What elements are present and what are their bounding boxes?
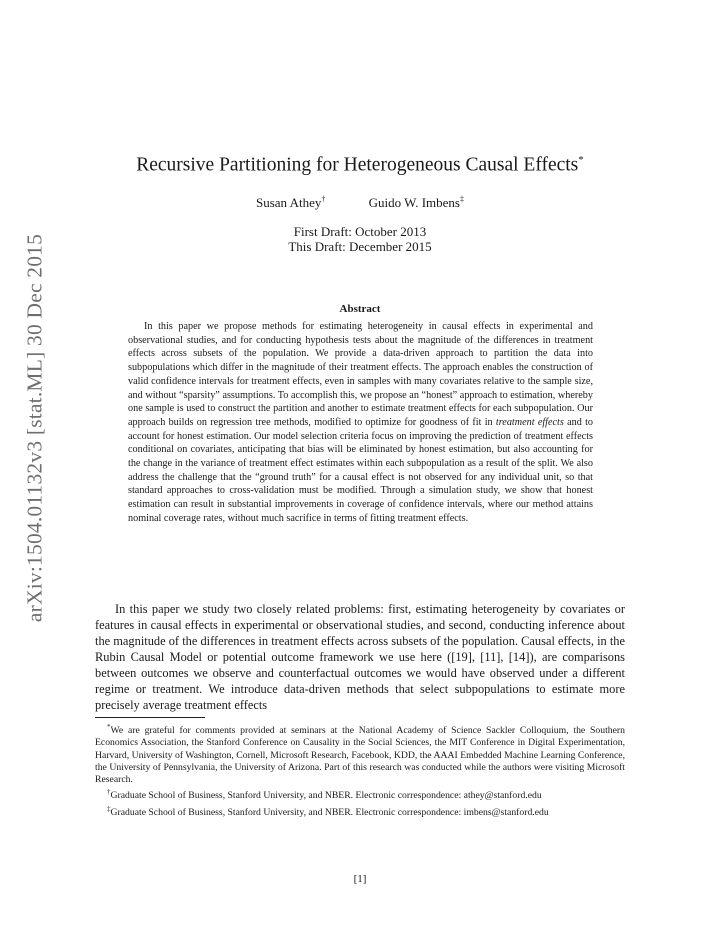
author-footnote-mark: ‡ <box>460 195 464 204</box>
abstract-text-part: In this paper we propose methods for estimating heterogeneity in causal effects in experimental and observational studies, and for conducting hypothesis tests about the magnitude of the differences in treatment effects across subsets of the population. We provide a data-driven approach to partition the data into subpopulations which differ in the magnitude of their treatment effects. The approach enables the construction of valid confidence intervals for treatment effects, even in samples with many covariates relative to the sample size, and without “sparsity” assumptions. To accomplish this, we propose an “honest” approach to estimation, whereby one sample is used to construct the partition and another to estimate treatment effects for each subpopulation. Our approach builds on regression tree methods, modified to optimize for goodness of fit in <box>128 321 593 428</box>
introduction-paragraph: In this paper we study two closely related problems: first, estimating heterogeneity by covariates or features in causal effects in experimental or observational studies, and second, conducting inference about the magnitude of the differences in treatment effects across subsets of the population. Causal effects, in the Rubin Causal Model or potential outcome framework we use here ([19], [11], [14]), are comparisons between outcomes we observe and counterfactual outcomes we would have observed under a different regime or treatment. We introduce data-driven methods that select subpopulations to estimate more precisely average treatment effects <box>95 602 625 712</box>
author-name: Susan Athey <box>256 195 322 211</box>
footnote-athey-affiliation <box>95 786 625 802</box>
footnote-mark: ‡ <box>107 804 111 813</box>
abstract-heading: Abstract <box>339 303 381 315</box>
author-athey <box>256 195 325 210</box>
footnotes <box>95 721 625 819</box>
arxiv-identifier-stamp: arXiv:1504.01132v3 [stat.ML] 30 Dec 2015 <box>22 233 47 623</box>
footnote-acknowledgements <box>95 721 625 786</box>
footnote-divider <box>95 717 205 718</box>
footnote-imbens-affiliation <box>95 803 625 819</box>
footnote-text: Graduate School of Business, Stanford University, and NBER. Electronic correspondence: athey@stanford.edu <box>110 790 542 802</box>
footnote-text: Graduate School of Business, Stanford University, and NBER. Electronic correspondence: imbens@stanford.edu <box>110 806 549 818</box>
paper-title <box>0 154 720 177</box>
abstract-emphasis: treatment effects <box>495 416 564 428</box>
footnote-mark: * <box>107 723 111 731</box>
title-footnote-mark: * <box>578 154 584 166</box>
paper-title-text: Recursive Partitioning for Heterogeneous Causal Effects <box>136 154 579 176</box>
author-name: Guido W. Imbens <box>368 195 460 211</box>
draft-dates <box>0 224 720 254</box>
footnote-mark: † <box>107 788 111 797</box>
author-footnote-mark: † <box>321 195 326 204</box>
abstract-text-part: and to account for honest estimation. Our model selection criteria focus on improving the prediction of treatment effects conditional on covariates, anticipating that bias will be eliminated by honest estimation, but also accounting for the change in the variance of treatment effect estimates within each subpopulation as a result of the split. We also address the challenge that the “ground truth” for a causal effect is not observed for any individual unit, so that standard approaches to cross-validation must be modified. Through a simulation study, we show that honest estimation can result in substantial improvements in coverage of confidence intervals, where our method attains nominal coverage rates, without much sacrifice in terms of fitting treatment effects. <box>128 416 593 524</box>
this-draft-date: This Draft: December 2015 <box>288 239 432 254</box>
footnote-text: We are grateful for comments provided at seminars at the National Academy of Science Sackler Colloquium, the Southern Economics Association, the Stanford Conference on Causality in the Social Sciences, the MIT Conference in Digital Experimentation, Harvard, University of Washington, Cornell, Microsoft Research, Facebook, KDD, the AAAI Embedded Machine Learning Conference, the University of Pennsylvania, the University of Arizona. Part of this research was conducted while the authors were visiting Microsoft Research. <box>95 725 625 786</box>
author-imbens <box>369 195 464 210</box>
page-number: [1] <box>353 873 367 885</box>
abstract-text <box>128 320 593 526</box>
author-list <box>0 195 720 211</box>
first-draft-date: First Draft: October 2013 <box>293 224 427 239</box>
